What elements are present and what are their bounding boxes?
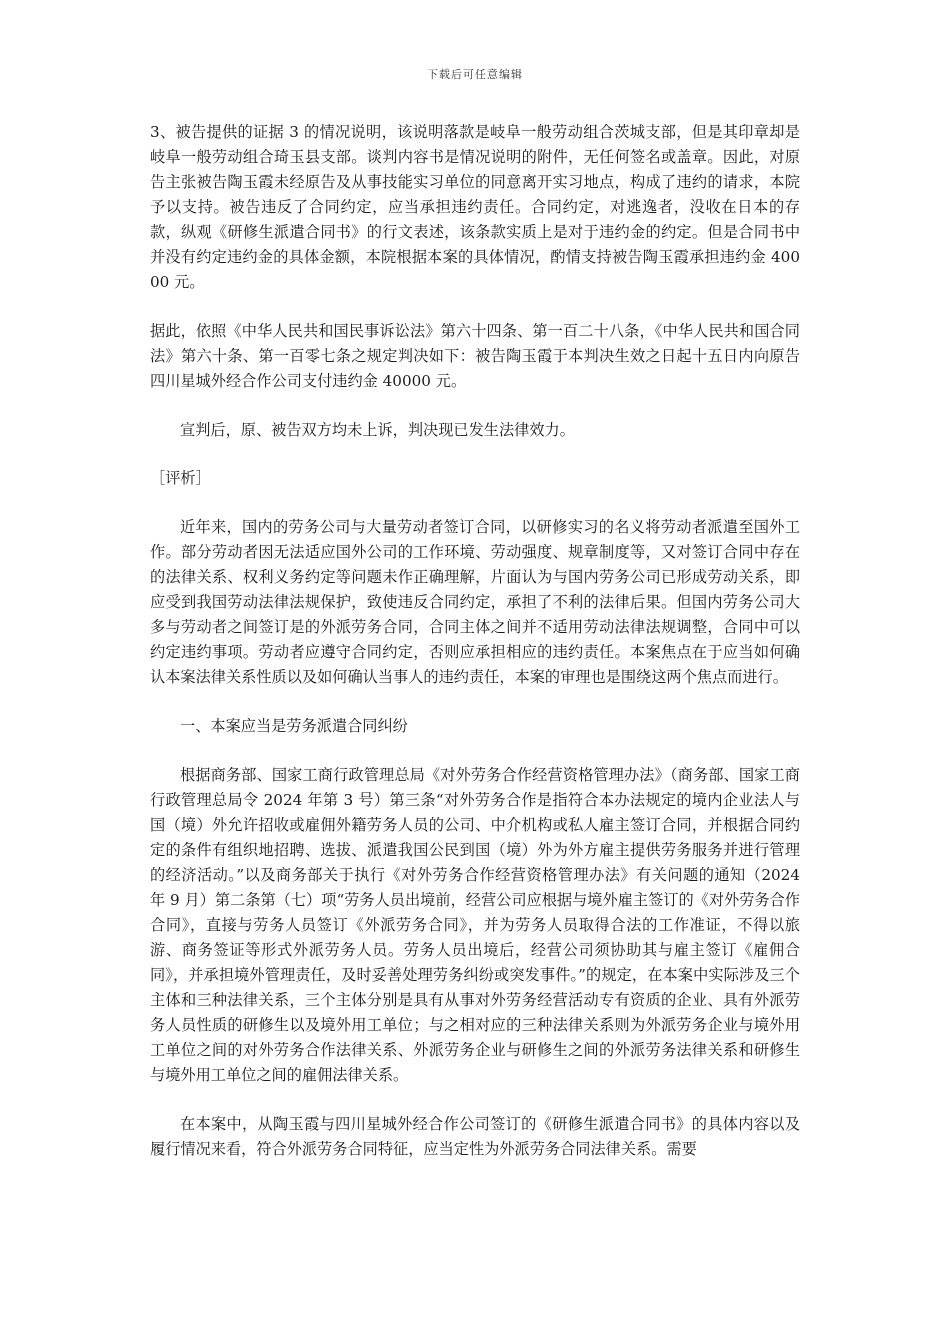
paragraph-analysis-intro: 近年来，国内的劳务公司与大量劳动者签订合同，以研修实习的名义将劳动者派遣至国外工作。部分劳动者因无法适应国外公司的工作环境、劳动强度、规章制度等，又对签订合同中存在的法律关系、权利义务约定等问题未作正确理解，片面认为与国内劳务公司已形成劳动关系，即应受到我国劳动法律法规保护，致使违反合同约定，承担了不利的法律后果。但国内劳务公司大多与劳动者之间签订是的外派劳务合同，合同主体之间并不适用劳动法律法规调整，合同中可以约定违约事项。劳动者应遵守合同约定，否则应承担相应的违约责任。本案焦点在于应当如何确认本案法律关系性质以及如何确认当事人的违约责任，本案的审理也是围绕这两个焦点而进行。 (150, 518, 800, 686)
paragraph-legal-basis: 根据商务部、国家工商行政管理总局《对外劳务合作经营资格管理办法》（商务部、国家工商行政管理总局令 2024 年第 3 号）第三条“对外劳务合作是指符合本办法规定的境内企业法人与国（境）外允许招收或雇佣外籍劳务人员的公司、中介机构或私人雇主签订合同，并根据合同约定的条件有组织地招聘、选拔、派遣我国公民到国（境）外为外方雇主提供劳务服务并进行管理的经济活动。”以及商务部关于执行《对外劳务合作经营资格管理办法》有关问题的通知（2024 年 9 月）第二条第（七）项“劳务人员出境前，经营公司应根据与境外雇主签订的《对外劳务合作合同》，直接与劳务人员签订《外派劳务合同》，并为劳务人员取得合法的工作准证，不得以旅游、商务签证等形式外派劳务人员。劳务人员出境后，经营公司须协助其与雇主签订《雇佣合同》，并承担境外管理责任，及时妥善处理劳务纠纷或突发事件。”的规定，在本案中实际涉及三个主体和三种法律关系，三个主体分别是具有从事对外劳务经营活动专有资质的企业、具有外派劳务人员性质的研修生以及境外用工单位；与之相对应的三种法律关系则为外派劳务企业与境外用工单位之间的对外劳务合作法律关系、外派劳务企业与研修生之间的外派劳务法律关系和研修生与境外用工单位之间的雇佣法律关系。 (150, 766, 800, 1084)
page-header: 下载后可任意编辑 (427, 68, 523, 81)
paragraph-effective: 宣判后，原、被告双方均未上诉，判决现已发生法律效力。 (180, 421, 575, 439)
document-body (150, 120, 800, 1162)
section-heading-analysis: ［评析］ (150, 469, 211, 487)
paragraph-evidence-3: 3、被告提供的证据 3 的情况说明，该说明落款是岐阜一般劳动组合茨城支部，但是其印章却是岐阜一般劳动组合琦玉县支部。谈判内容书是情况说明的附件，无任何签名或盖章。因此，对原告主张被告陶玉霞未经原告及从事技能实习单位的同意离开实习地点，构成了违约的请求，本院予以支持。被告违反了合同约定，应当承担违约责任。合同约定，对逃逸者，没收在日本的存款，纵观《研修生派遣合同书》的行文表述，该条款实质上是对于违约金的约定。但是合同书中并没有约定违约金的具体金额，本院根据本案的具体情况，酌情支持被告陶玉霞承担违约金 40000 元。 (150, 123, 800, 291)
paragraph-judgment: 据此，依照《中华人民共和国民事诉讼法》第六十四条、第一百二十八条，《中华人民共和国合同法》第六十条、第一百零七条之规定判决如下：被告陶玉霞于本判决生效之日起十五日内向原告四川星城外经合作公司支付违约金 40000 元。 (150, 322, 800, 390)
section-heading-1: 一、本案应当是劳务派遣合同纠纷 (180, 717, 408, 735)
paragraph-case-nature: 在本案中，从陶玉霞与四川星城外经合作公司签订的《研修生派遣合同书》的具体内容以及履行情况来看，符合外派劳务合同特征，应当定性为外派劳务合同法律关系。需要 (150, 1115, 800, 1158)
